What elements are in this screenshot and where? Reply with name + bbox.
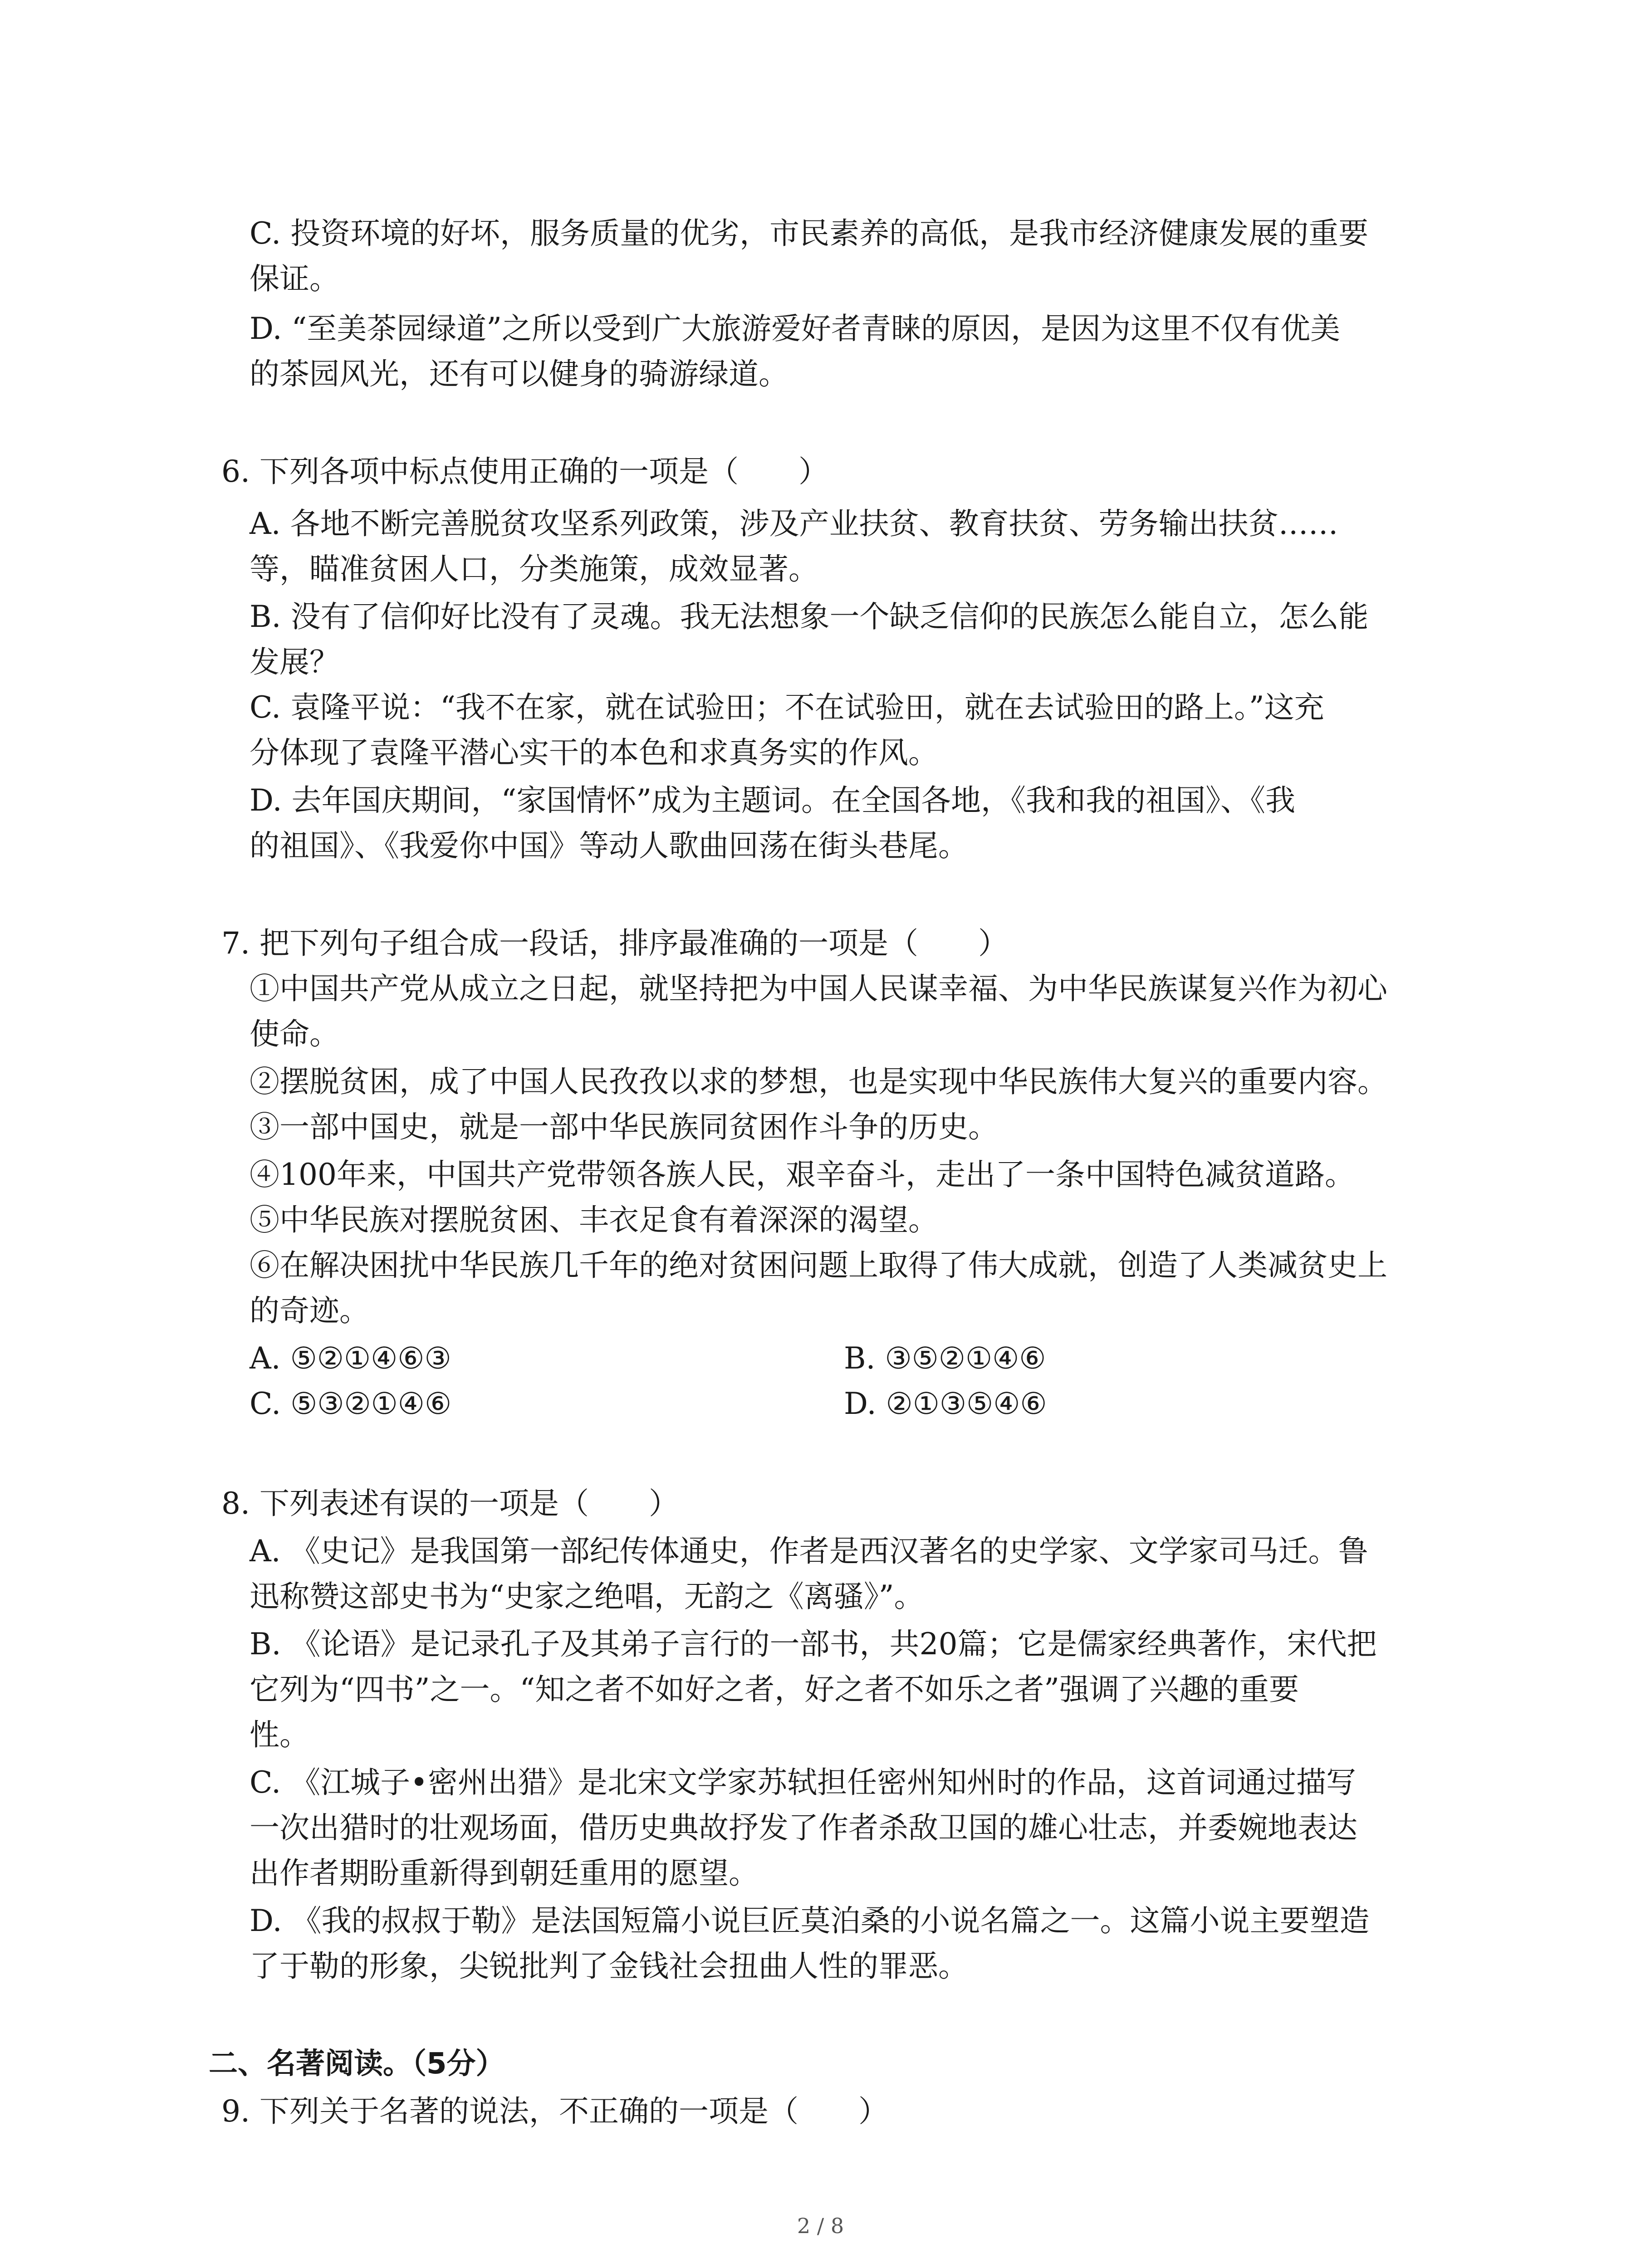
q8-option-b-line1: B. 《论语》是记录孔子及其弟子言行的一部书，共20篇；它是儒家经典著作，宋代把 xyxy=(250,1627,1377,1662)
q6-option-b-line1: B. 没有了信仰好比没有了灵魂。我无法想象一个缺乏信仰的民族怎么能自立，怎么能 xyxy=(250,599,1369,634)
section-2-heading: 二、名著阅读。（5分） xyxy=(209,2047,505,2081)
q6-option-b-line2: 发展？ xyxy=(250,645,339,679)
q8-option-b-line2: 它列为“四书”之一。“知之者不如好之者，好之者不如乐之者”强调了兴趣的重要 xyxy=(250,1672,1299,1707)
q8-option-a-line1: A. 《史记》是我国第一部纪传体通史，作者是西汉著名的史学家、文学家司马迁。鲁 xyxy=(250,1534,1368,1569)
q6-option-d-line2: 的祖国》、《我爱你中国》等动人歌曲回荡在街头巷尾。 xyxy=(250,828,968,863)
q7-sentence-1-line1: ①中国共产党从成立之日起，就坚持把为中国人民谋幸福、为中华民族谋复兴作为初心 xyxy=(250,971,1387,1006)
q9-stem: 9. 下列关于名著的说法，不正确的一项是（ ） xyxy=(221,2094,888,2129)
q8-option-d-line2: 了于勒的形象，尖锐批判了金钱社会扭曲人性的罪恶。 xyxy=(250,1949,968,1984)
q7-stem: 7. 把下列句子组合成一段话，排序最准确的一项是（ ） xyxy=(221,926,1008,961)
q5-option-c-line1: C. 投资环境的好坏，服务质量的优劣，市民素养的高低，是我市经济健康发展的重要 xyxy=(250,216,1369,251)
q7-sentence-6-line1: ⑥在解决困扰中华民族几千年的绝对贫困问题上取得了伟大成就，创造了人类减贫史上 xyxy=(250,1248,1387,1283)
q7-option-c: C. ⑤③②①④⑥ xyxy=(250,1386,452,1421)
page-number: 2 / 8 xyxy=(797,2214,844,2238)
q7-option-a: A. ⑤②①④⑥③ xyxy=(250,1341,451,1376)
q5-option-c-line2: 保证。 xyxy=(250,261,339,296)
q7-sentence-6-line2: 的奇迹。 xyxy=(250,1293,369,1328)
q6-option-d-line1: D. 去年国庆期间，“家国情怀”成为主题词。在全国各地，《我和我的祖国》、《我 xyxy=(250,783,1296,818)
q5-option-d-line2: 的茶园风光，还有可以健身的骑游绿道。 xyxy=(250,357,789,391)
q8-option-a-line2: 迅称赞这部史书为“史家之绝唱，无韵之《离骚》”。 xyxy=(250,1579,924,1614)
q8-option-d-line1: D. 《我的叔叔于勒》是法国短篇小说巨匠莫泊桑的小说名篇之一。这篇小说主要塑造 xyxy=(250,1903,1370,1938)
q7-option-b: B. ③⑤②①④⑥ xyxy=(844,1341,1046,1376)
q6-option-c-line1: C. 袁隆平说：“我不在家，就在试验田；不在试验田，就在去试验田的路上。”这充 xyxy=(250,690,1324,725)
q6-option-c-line2: 分体现了袁隆平潜心实干的本色和求真务实的作风。 xyxy=(250,735,938,770)
q6-option-a-line2: 等，瞄准贫困人口，分类施策，成效显著。 xyxy=(250,552,818,587)
q7-sentence-5: ⑤中华民族对摆脱贫困、丰衣足食有着深深的渴望。 xyxy=(250,1202,938,1237)
q7-sentence-1-line2: 使命。 xyxy=(250,1017,339,1051)
q6-stem: 6. 下列各项中标点使用正确的一项是（ ） xyxy=(221,454,828,489)
q5-option-d-line1: D. “至美茶园绿道”之所以受到广大旅游爱好者青睐的原因，是因为这里不仅有优美 xyxy=(250,311,1341,346)
q8-option-c-line2: 一次出猎时的壮观场面，借历史典故抒发了作者杀敌卫国的雄心壮志，并委婉地表达 xyxy=(250,1810,1357,1845)
q7-option-d: D. ②①③⑤④⑥ xyxy=(844,1386,1047,1421)
q7-sentence-4: ④100年来，中国共产党带领各族人民，艰辛奋斗，走出了一条中国特色减贫道路。 xyxy=(250,1157,1355,1192)
q8-option-b-line3: 性。 xyxy=(250,1717,309,1752)
q8-option-c-line1: C. 《江城子•密州出猎》是北宋文学家苏轼担任密州知州时的作品，这首词通过描写 xyxy=(250,1765,1357,1800)
q6-option-a-line1: A. 各地不断完善脱贫攻坚系列政策，涉及产业扶贫、教育扶贫、劳务输出扶贫…… xyxy=(250,506,1338,541)
q8-option-c-line3: 出作者期盼重新得到朝廷重用的愿望。 xyxy=(250,1856,759,1891)
q8-stem: 8. 下列表述有误的一项是（ ） xyxy=(221,1486,679,1521)
q7-sentence-3: ③一部中国史，就是一部中华民族同贫困作斗争的历史。 xyxy=(250,1110,998,1144)
q7-sentence-2: ②摆脱贫困，成了中国人民孜孜以求的梦想，也是实现中华民族伟大复兴的重要内容。 xyxy=(250,1064,1387,1099)
